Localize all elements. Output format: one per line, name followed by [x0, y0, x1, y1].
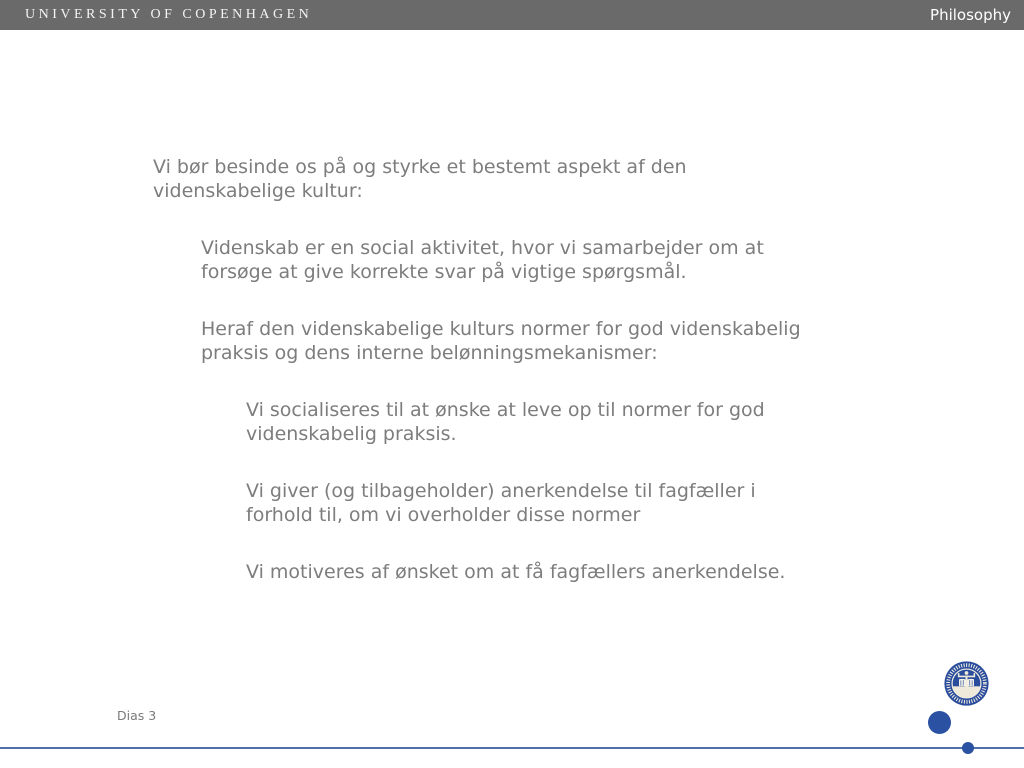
footer-divider-line	[0, 747, 1024, 749]
paragraph-line: Vi bør besinde os på og styrke et bestemt aspekt af den	[153, 156, 687, 178]
decorative-dot-small	[962, 742, 974, 754]
header-section-label: Philosophy	[930, 6, 1011, 24]
paragraph-line: Vi motiveres af ønsket om at få fagfællers anerkendelse.	[246, 561, 786, 583]
header-bar	[0, 0, 1024, 30]
university-wordmark: UNIVERSITY OF COPENHAGEN	[25, 7, 313, 22]
university-seal-icon	[944, 661, 989, 706]
paragraph-line: Videnskab er en social aktivitet, hvor vi samarbejder om at	[201, 237, 764, 259]
decorative-dot-large	[928, 711, 951, 734]
slide-paragraph	[246, 398, 765, 446]
paragraph-line: praksis og dens interne belønningsmekanismer:	[201, 342, 658, 364]
paragraph-line: forhold til, om vi overholder disse normer	[246, 504, 641, 526]
slide-paragraph	[153, 155, 687, 203]
paragraph-line: forsøge at give korrekte svar på vigtige spørgsmål.	[201, 261, 687, 283]
paragraph-line: Heraf den videnskabelige kulturs normer for god videnskabelig	[201, 318, 801, 340]
slide-paragraph	[246, 560, 785, 584]
paragraph-line: Vi socialiseres til at ønske at leve op til normer for god	[246, 399, 765, 421]
paragraph-line: videnskabelig praksis.	[246, 423, 457, 445]
slide-paragraph	[246, 479, 756, 527]
page-number-label: Dias 3	[117, 708, 157, 723]
paragraph-line: Vi giver (og tilbageholder) anerkendelse til fagfæller i	[246, 480, 756, 502]
slide-paragraph	[201, 236, 764, 284]
paragraph-line: videnskabelige kultur:	[153, 180, 363, 202]
slide-paragraph	[201, 317, 801, 365]
